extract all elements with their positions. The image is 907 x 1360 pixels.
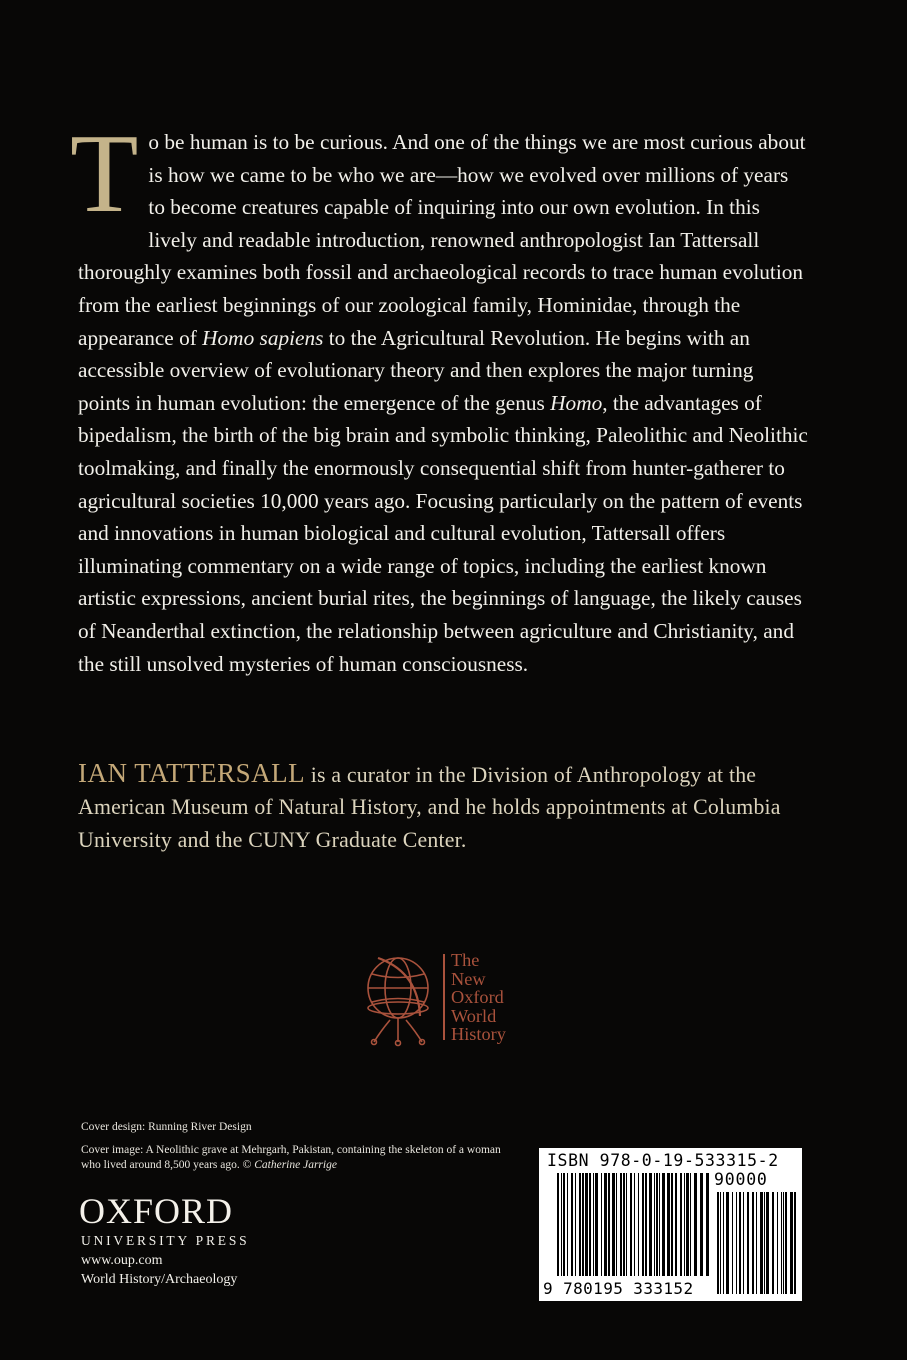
barcode-bar xyxy=(589,1173,591,1276)
isbn-barcode xyxy=(539,1148,802,1301)
series-name xyxy=(451,951,506,1044)
series-line: World xyxy=(451,1005,497,1026)
cover-credits xyxy=(81,1120,501,1173)
barcode-bar xyxy=(747,1192,749,1294)
barcode-bar xyxy=(726,1192,729,1294)
barcode-bar xyxy=(736,1192,737,1294)
barcode-bar xyxy=(604,1173,607,1276)
barcode-bar xyxy=(764,1192,765,1294)
barcode-digits: 9 780195 333152 xyxy=(543,1279,694,1298)
barcode-bar xyxy=(694,1173,697,1276)
barcode-bar xyxy=(612,1173,615,1276)
barcode-bar xyxy=(595,1173,598,1276)
description-text-2: to the Agricultural Revolution. He begins with an accessible overview of evolutionary theory and then explores the major turning points in human evolution: the emergence of the genus xyxy=(78,325,754,415)
publisher-block xyxy=(79,1193,249,1289)
barcode-bar xyxy=(667,1173,670,1276)
price-code: 90000 xyxy=(714,1170,768,1189)
series-logo xyxy=(360,950,530,1050)
barcode-bar xyxy=(571,1173,573,1276)
barcode-bar xyxy=(739,1192,741,1294)
barcode-bar xyxy=(723,1192,724,1294)
barcode-bar xyxy=(686,1173,689,1276)
barcode-bar xyxy=(579,1173,581,1276)
barcode-bar xyxy=(684,1173,685,1276)
barcode-bar xyxy=(620,1173,622,1276)
barcode-bar xyxy=(630,1173,632,1276)
barcode-bar xyxy=(656,1173,658,1276)
barcode-bar xyxy=(720,1192,721,1294)
barcode-bar xyxy=(608,1173,610,1276)
barcode-bar xyxy=(671,1173,673,1276)
barcode-bar xyxy=(649,1173,652,1276)
barcode-bar xyxy=(743,1192,744,1294)
cover-image-credit xyxy=(81,1143,501,1173)
description-italic-homo: Homo xyxy=(550,390,603,415)
book-description xyxy=(70,112,810,680)
barcode-bar xyxy=(785,1192,787,1294)
barcode-bar xyxy=(794,1192,796,1294)
series-line: The xyxy=(451,950,480,970)
barcode-bar xyxy=(575,1173,576,1276)
barcode-bar xyxy=(634,1173,635,1276)
barcode-bar xyxy=(777,1192,778,1294)
barcode-bar xyxy=(557,1173,559,1276)
barcode-bar xyxy=(675,1173,677,1276)
barcode-bar xyxy=(700,1173,703,1276)
barcode-bar xyxy=(772,1192,774,1294)
barcode-bar xyxy=(752,1192,754,1294)
barcode-bar xyxy=(616,1173,617,1276)
barcode-bar xyxy=(706,1173,709,1276)
barcode-bar xyxy=(756,1192,757,1294)
barcode-bar xyxy=(783,1192,784,1294)
barcode-bar xyxy=(567,1173,568,1276)
barcode-bar xyxy=(732,1192,733,1294)
barcode-bar xyxy=(626,1173,627,1276)
author-bio xyxy=(78,757,818,856)
description-italic-homo-sapiens: Homo sapiens xyxy=(202,325,324,350)
barcode-bar xyxy=(690,1173,691,1276)
barcode-bar xyxy=(766,1192,769,1294)
globe-icon xyxy=(360,950,440,1050)
series-line: New xyxy=(451,968,486,989)
barcode-bar xyxy=(642,1173,644,1276)
description-text-1: o be human is to be curious. And one of the things we are most curious about is how we came to be who we are—how we evolved over millions of years to become creatures capable of inquiring into our own evolution. In this lively and readable introduction, renowned anthropologist Ian Tattersall thoroughly examines both fossil and archaeological records to trace human evolution from the earliest beginnings of our zoological family, Hominidae, through the appearance of xyxy=(78,130,806,350)
subject-category: World History/Archaeology xyxy=(81,1272,238,1287)
series-line: Oxford xyxy=(451,987,504,1007)
photographer-name: Catherine Jarrige xyxy=(254,1159,337,1171)
barcode-bar xyxy=(582,1173,584,1276)
description-text-3: , the advantages of bipedalism, the birth of the big brain and symbolic thinking, Paleolithic and Neolithic toolmaking, and finally the enormously consequential shift from hunter-gatherer to agricultural societies 10,000 years ago. Focusing particularly on the pattern of events and innovations in human biological and cultural evolution, Tattersall offers illuminating commentary on a wide range of topics, including the earliest known artistic expressions, ancient burial rites, the beginnings of language, the likely causes of Neanderthal extinction, the relationship between agriculture and Christianity, and the still unsolved mysteries of human consciousness. xyxy=(78,390,808,676)
isbn-number: ISBN 978-0-19-533315-2 xyxy=(547,1151,779,1170)
barcode-bar xyxy=(585,1173,588,1276)
barcode-bar xyxy=(561,1173,562,1276)
barcode-bar xyxy=(654,1173,655,1276)
barcode-bar xyxy=(790,1192,793,1294)
drop-cap: T xyxy=(70,112,139,236)
barcode-bar xyxy=(593,1173,594,1276)
barcode-bar xyxy=(645,1173,647,1276)
logo-divider xyxy=(443,954,445,1040)
oxford-logo: OXFORD xyxy=(79,1191,234,1231)
barcode-bar xyxy=(781,1192,782,1294)
series-line: History xyxy=(451,1024,506,1044)
barcode-bar xyxy=(662,1173,665,1276)
barcode-bar xyxy=(680,1173,682,1276)
barcode-bar xyxy=(659,1173,660,1276)
cover-design-credit: Cover design: Running River Design xyxy=(81,1121,252,1133)
university-press: UNIVERSITY PRESS xyxy=(81,1233,250,1248)
barcode-bar xyxy=(623,1173,625,1276)
barcode-bar xyxy=(717,1192,719,1294)
barcode-bar xyxy=(601,1173,602,1276)
barcode-bar xyxy=(638,1173,639,1276)
barcode-bar xyxy=(563,1173,565,1276)
cover-image-caption: Cover image: A Neolithic grave at Mehrgarh, Pakistan, containing the skeleton of a woman who lived around 8,500 years ago. © xyxy=(81,1144,501,1171)
author-bio-text: is a curator in the Division of Anthropology at the American Museum of Natural History, and he holds appointments at Columbia University and the CUNY Graduate Center. xyxy=(78,763,781,852)
author-name: IAN TATTERSALL xyxy=(78,758,306,788)
barcode-bar xyxy=(760,1192,763,1294)
publisher-website: www.oup.com xyxy=(81,1253,163,1268)
